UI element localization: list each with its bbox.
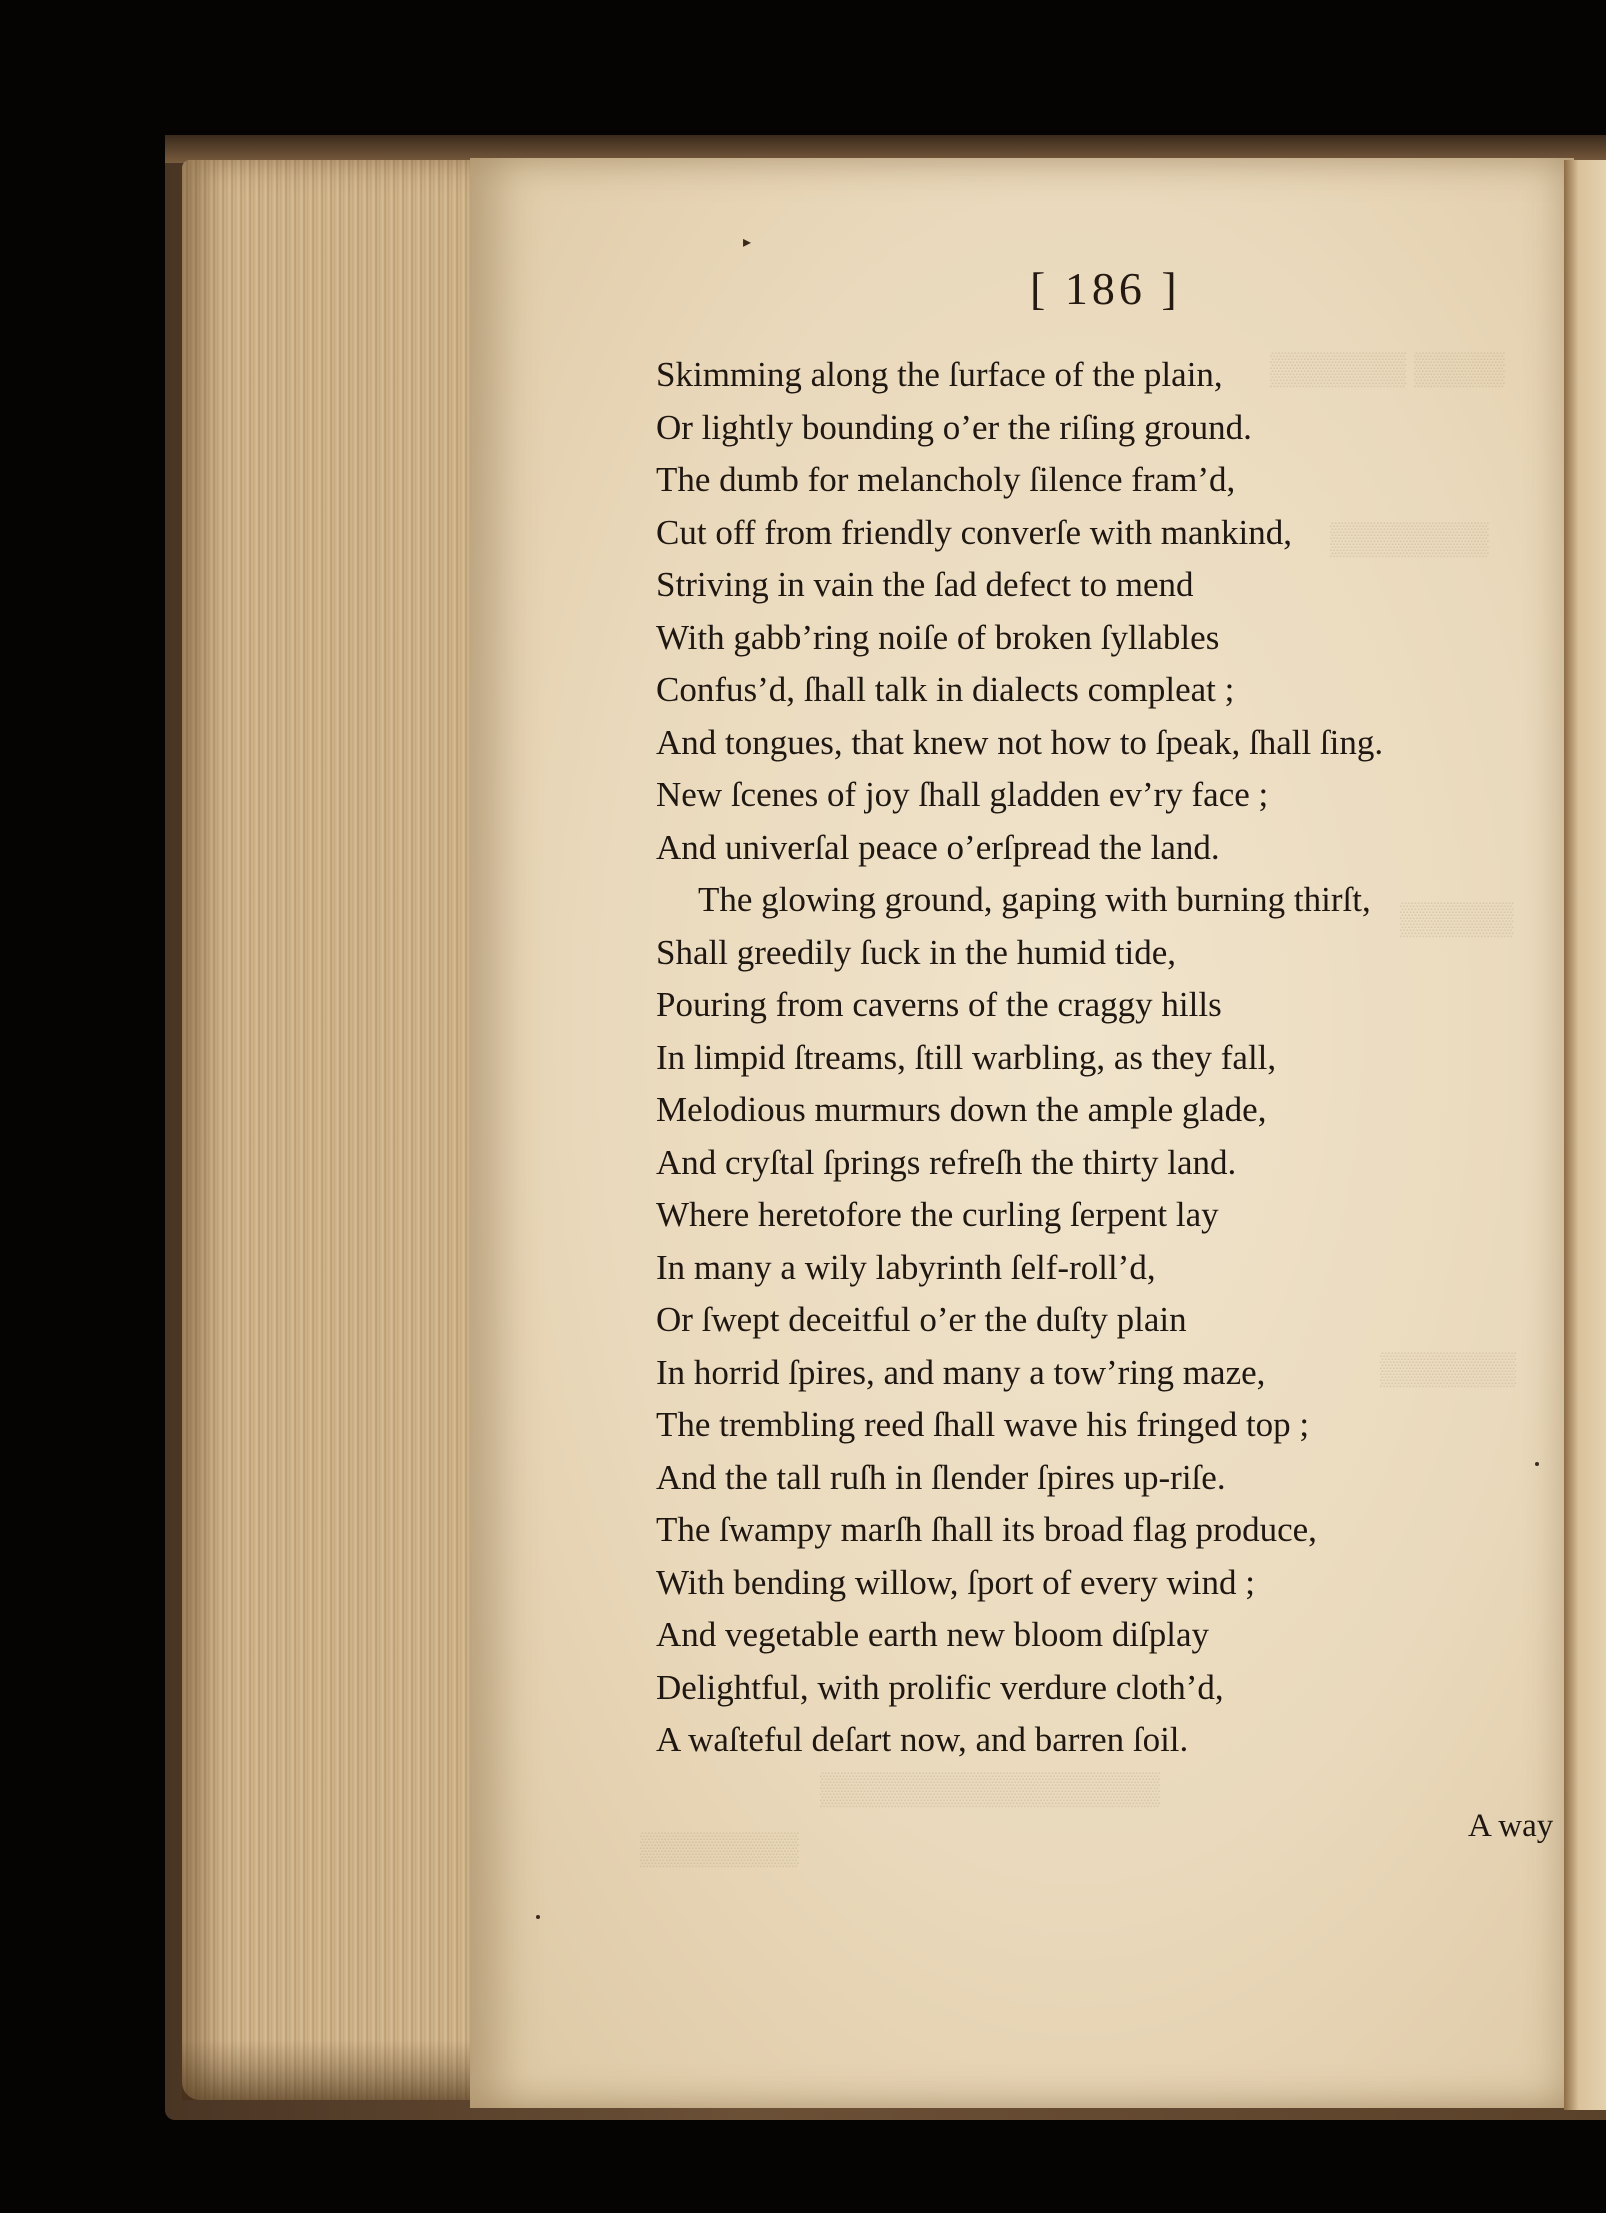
verse-line: In horrid ſpires, and many a tow’ring maze, — [656, 1352, 1266, 1392]
verse-line: Skimming along the ſurface of the plain, — [656, 355, 1223, 394]
verse-line: And the tall ruſh in ſlender ſpires up-riſe. — [656, 1457, 1226, 1497]
verse-line: With bending willow, ſport of every wind ; — [656, 1562, 1255, 1602]
verse-line: With gabb’ring noiſe of broken ſyllables — [656, 617, 1220, 657]
verse-line: And univerſal peace o’erſpread the land. — [656, 827, 1220, 867]
verse-line: New ſcenes of joy ſhall gladden ev’ry face ; — [656, 775, 1269, 814]
paper-speck — [1535, 1462, 1539, 1466]
verse-line: The ſwampy marſh ſhall its broad flag produce, — [656, 1510, 1317, 1549]
show-through: ▒▒▒▒▒ — [1400, 900, 1514, 936]
verse-line: Or lightly bounding o’er the riſing ground. — [656, 407, 1252, 447]
verse-line: Confus’d, ſhall talk in dialects compleat ; — [656, 670, 1235, 709]
verse-line: And vegetable earth new bloom diſplay — [656, 1615, 1210, 1654]
show-through: ▒▒▒▒▒▒ — [1380, 1350, 1517, 1386]
verse-line: Shall greedily ſuck in the humid tide, — [656, 932, 1177, 972]
show-through: ▒▒▒▒▒▒▒ — [1330, 520, 1489, 556]
verse-line: And tongues, that knew not how to ſpeak, ſhall ſing. — [656, 722, 1384, 762]
verse-line: A waſteful deſart now, and barren ſoil. — [656, 1720, 1189, 1759]
printer-mark: ▸ — [743, 234, 752, 251]
verse-line: Pouring from caverns of the craggy hills — [656, 985, 1222, 1024]
verse-line: Delightful, with prolific verdure cloth’d, — [656, 1667, 1224, 1707]
verse-line: The dumb for melancholy ſilence fram’d, — [656, 460, 1236, 499]
page-number: [ 186 ] — [1030, 263, 1181, 314]
show-through: ▒▒▒▒▒▒▒ — [640, 1830, 799, 1866]
verse-line: Or ſwept deceitful o’er the duſty plain — [656, 1300, 1187, 1339]
facing-page-edge — [1564, 160, 1606, 2110]
verse-line: In many a wily labyrinth ſelf-roll’d, — [656, 1247, 1156, 1287]
page-edges — [182, 160, 482, 2100]
show-through: ▒▒▒▒▒▒▒▒▒▒▒▒▒▒▒ — [820, 1770, 1161, 1806]
verse-line: Cut off from friendly converſe with mankind, — [656, 512, 1293, 552]
verse-line: Where heretofore the curling ſerpent lay — [656, 1195, 1219, 1234]
catchword: A way — [1468, 1808, 1554, 1844]
verse-text — [656, 349, 1536, 1767]
paper-speck — [536, 1915, 540, 1919]
show-through: ▒▒▒▒▒▒ ▒▒▒▒ — [1270, 350, 1505, 386]
verse-line: Striving in vain the ſad defect to mend — [656, 565, 1194, 604]
verse-line: In limpid ſtreams, ſtill warbling, as they fall, — [656, 1037, 1277, 1077]
verse-line: And cryſtal ſprings refreſh the thirty land. — [656, 1142, 1237, 1182]
verse-line: The trembling reed ſhall wave his fringed top ; — [656, 1405, 1310, 1444]
verse-line: Melodious murmurs down the ample glade, — [656, 1090, 1267, 1129]
verse-line: The glowing ground, gaping with burning thirſt, — [698, 880, 1371, 919]
